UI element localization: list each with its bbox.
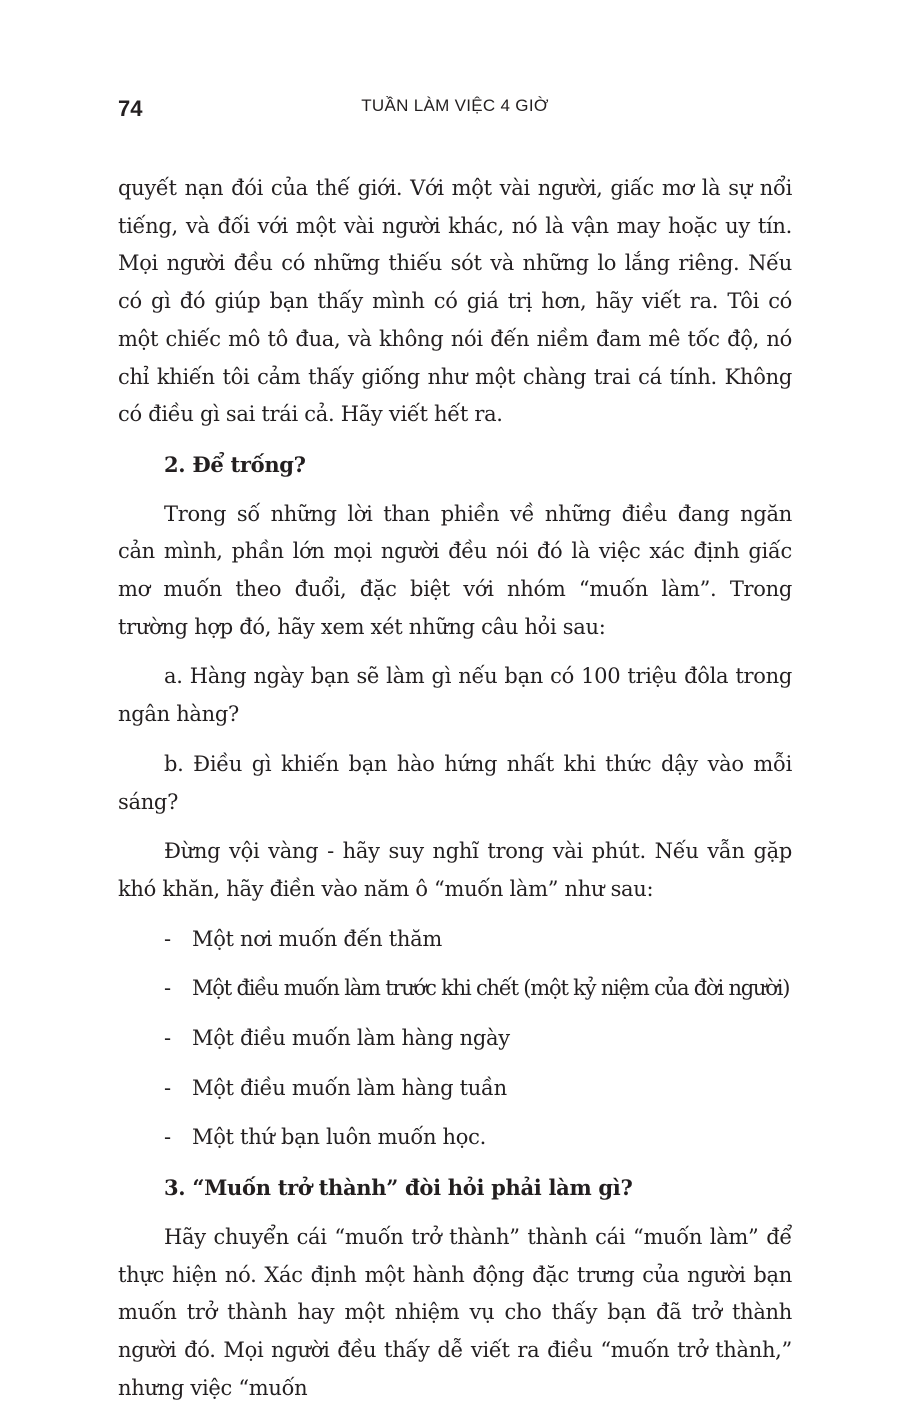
section-2-paragraph: Trong số những lời than phiền về những điều đang ngăn cản mình, phần lớn mọi người đều nói đó là việc xác định giấc mơ muốn theo đuổi, đặc biệt với nhóm “muốn làm”. Trong trường hợp đó, hãy xem xét những câu hỏi sau: [118,501,792,639]
page-header [118,90,792,126]
followup-paragraph: Đừng vội vàng - hãy suy nghĩ trong vài phút. Nếu vẫn gặp khó khăn, hãy điền vào năm ô “muốn làm” như sau: [118,839,792,901]
wish-list [118,921,792,1158]
list-item-text: Một điều muốn làm trước khi chết (một kỷ niệm của đời người) [192,976,790,1001]
list-item-text: Một thứ bạn luôn muốn học. [192,1125,486,1150]
list-item [118,1119,792,1157]
question-a: a. Hàng ngày bạn sẽ làm gì nếu bạn có 100 triệu đôla trong ngân hàng? [118,664,792,727]
list-item-text: Một điều muốn làm hàng tuần [192,1075,507,1100]
list-item [118,970,792,1008]
section-3-heading: 3. “Muốn trở thành” đòi hỏi phải làm gì? [164,1175,633,1201]
list-item-text: Một nơi muốn đến thăm [192,926,442,951]
section-2-heading: 2. Để trống? [164,451,306,477]
list-item-text: Một điều muốn làm hàng ngày [192,1026,510,1051]
bullet-dash: - [164,1125,171,1150]
page-body [118,170,792,1419]
list-item [118,921,792,959]
bullet-dash: - [164,926,171,951]
bullet-dash: - [164,1026,171,1051]
bullet-dash: - [164,1075,171,1100]
intro-paragraph: quyết nạn đói của thế giới. Với một vài người, giấc mơ là sự nổi tiếng, và đối với một vài người khác, nó là vận may hoặc uy tín. Mọi người đều có những thiếu sót và những lo lắng riêng. Nếu có gì đó giúp bạn thấy mình có giá trị hơn, hãy viết ra. Tôi có một chiếc mô tô đua, và không nói đến niềm đam mê tốc độ, nó chỉ khiến tôi cảm thấy giống như một chàng trai cá tính. Không có điều gì sai trái cả. Hãy viết hết ra. [118,176,792,427]
bullet-dash: - [164,976,170,1001]
list-item [118,1070,792,1108]
running-title: TUẦN LÀM VIỆC 4 GIỜ [361,96,549,115]
section-3-paragraph: Hãy chuyển cái “muốn trở thành” thành cái “muốn làm” để thực hiện nó. Xác định một hành động đặc trưng của người bạn muốn trở thành hay một nhiệm vụ cho thấy bạn đã trở thành người đó. Mọi người đều thấy dễ viết ra điều “muốn trở thành,” nhưng việc “muốn [118,1224,792,1400]
question-b: b. Điều gì khiến bạn hào hứng nhất khi thức dậy vào mỗi sáng? [118,751,792,814]
list-item [118,1020,792,1058]
page-number: 74 [118,96,143,121]
